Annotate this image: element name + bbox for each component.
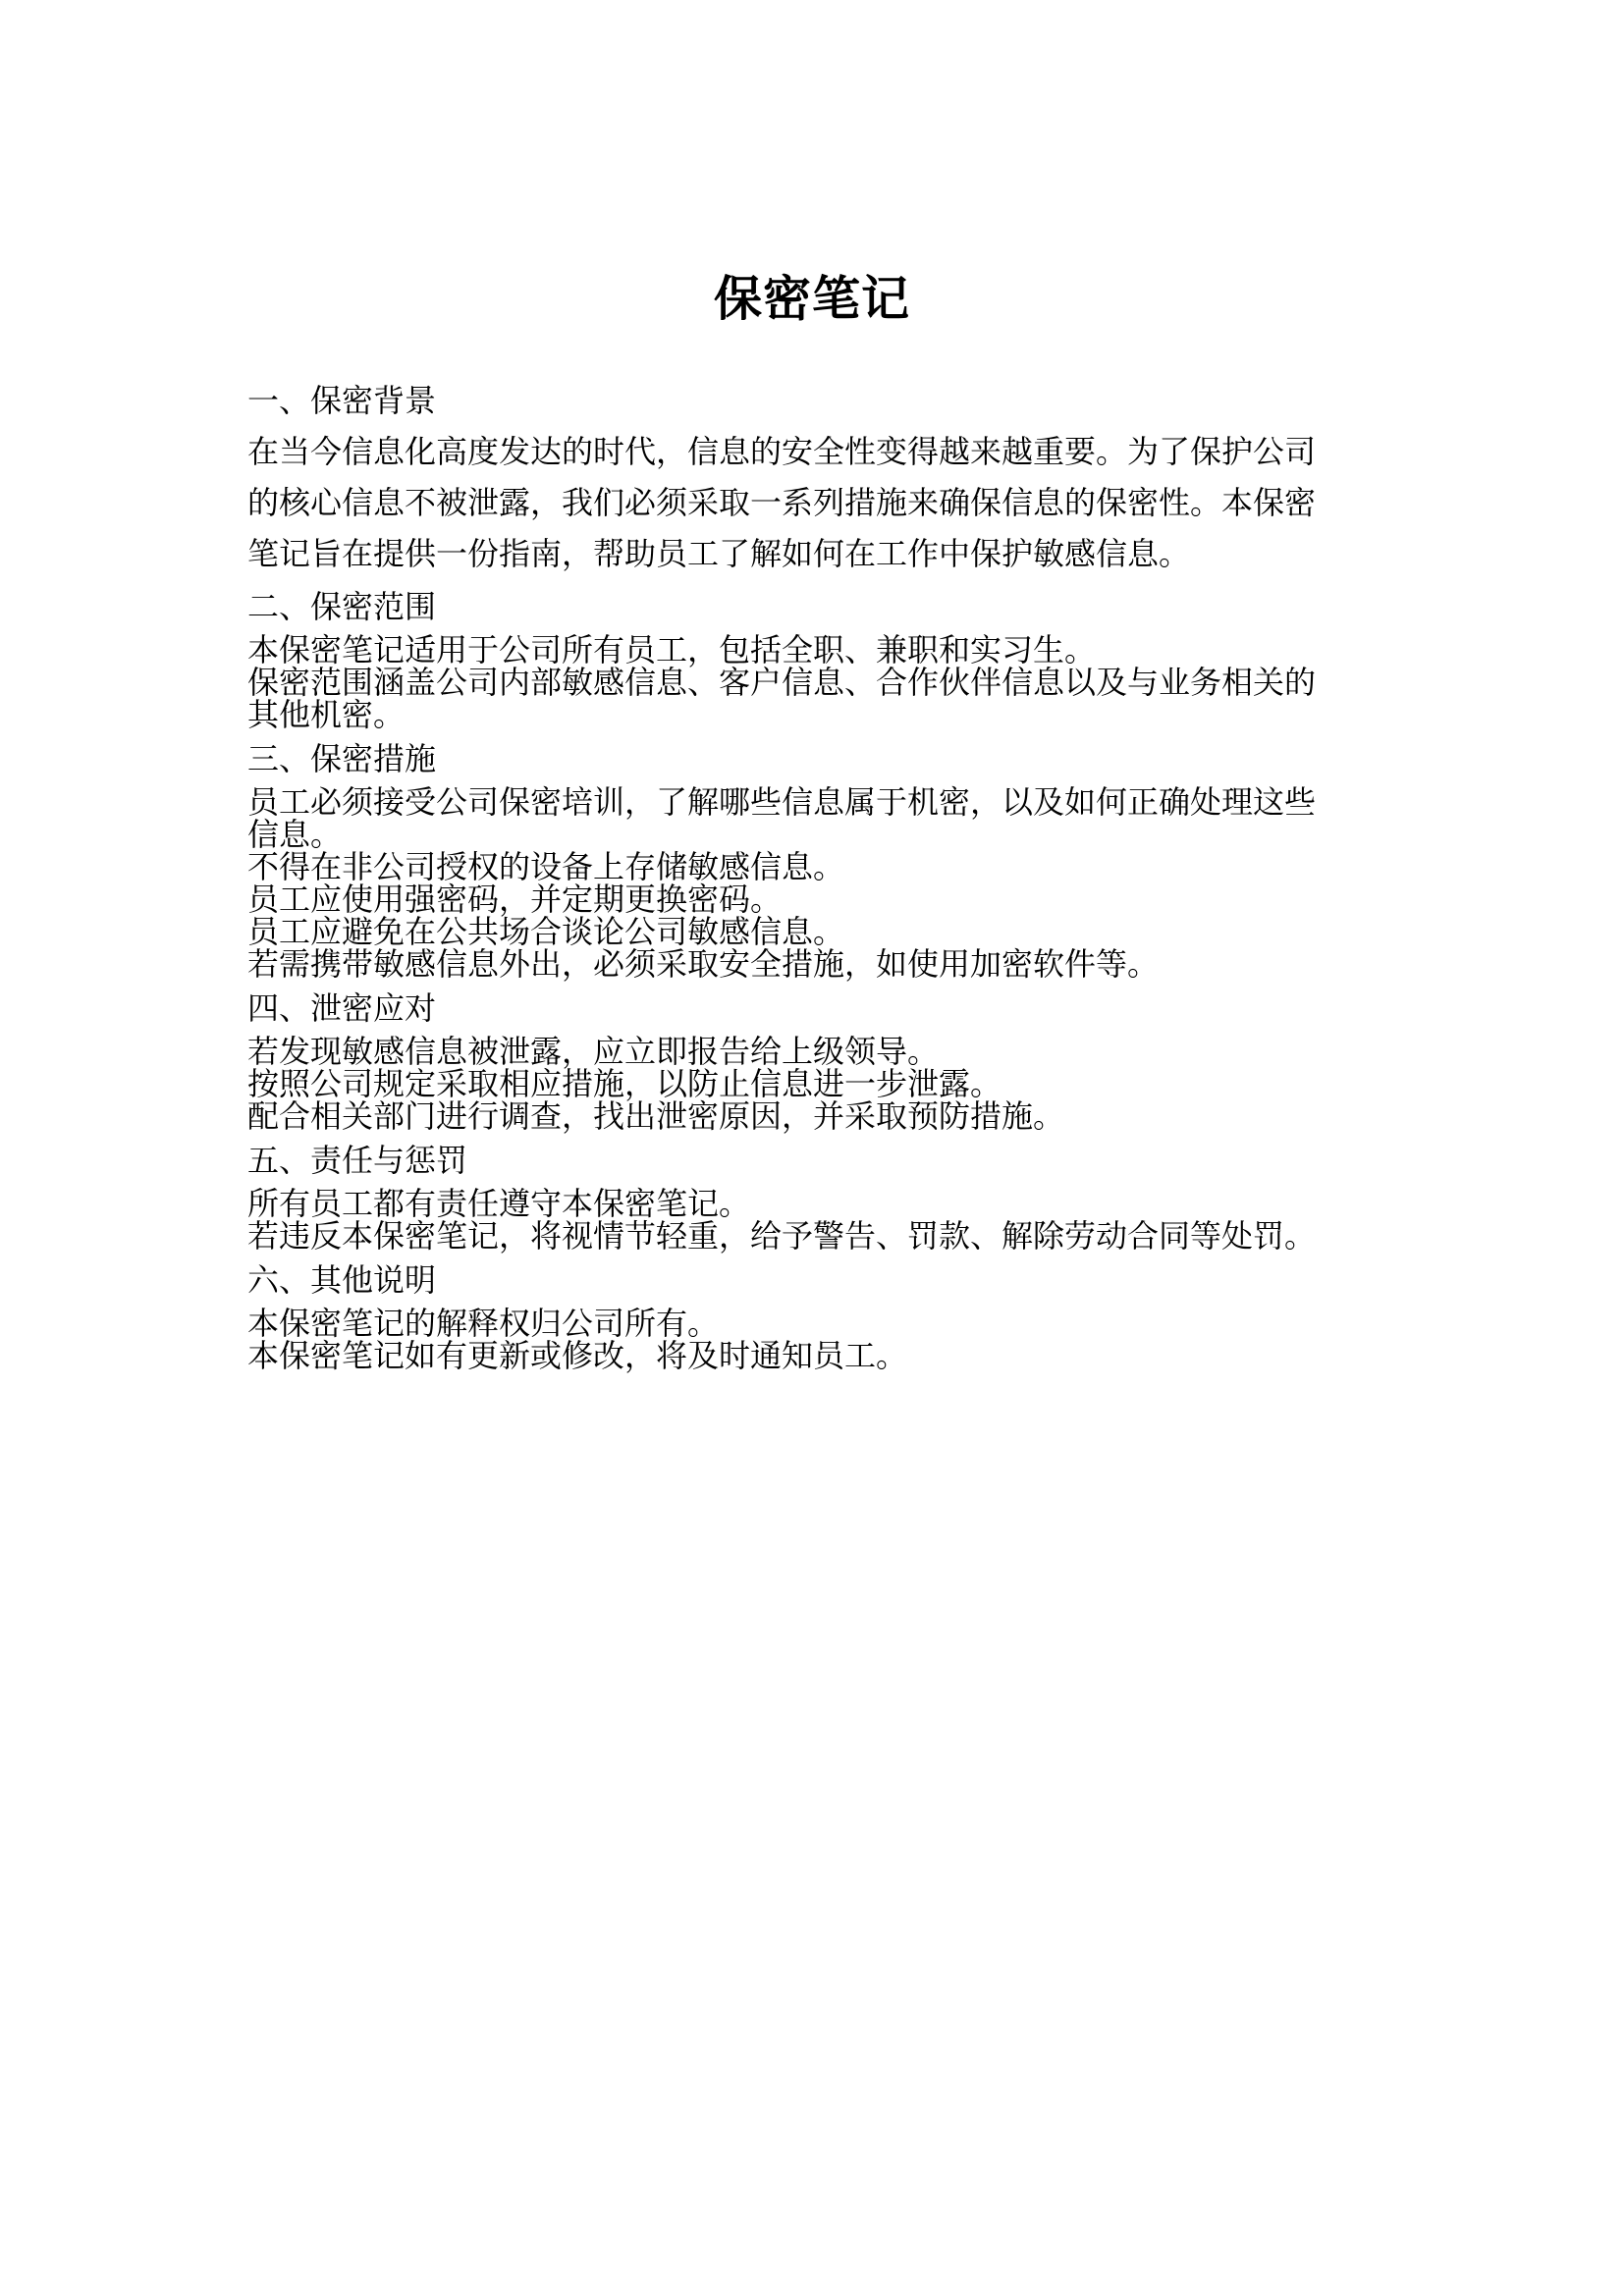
body-line: 本保密笔记的解释权归公司所有。 — [247, 1305, 720, 1342]
body-line: 所有员工都有责任遵守本保密笔记。 — [247, 1185, 751, 1222]
section-lines-responsibility — [247, 1185, 1386, 1255]
section-heading-scope: 二、保密范围 — [247, 588, 437, 625]
section-heading-background: 一、保密背景 — [247, 382, 437, 419]
body-line: 若需携带敏感信息外出，必须采取安全措施，如使用加密软件等。 — [247, 945, 1160, 983]
body-line: 保密范围涵盖公司内部敏感信息、客户信息、合作伙伴信息以及与业务相关的 — [247, 664, 1317, 701]
body-line: 本保密笔记适用于公司所有员工，包括全职、兼职和实习生。 — [247, 631, 1097, 668]
body-line: 若发现敏感信息被泄露，应立即报告给上级领导。 — [247, 1033, 940, 1070]
body-line: 其他机密。 — [247, 696, 406, 733]
paragraph-line: 在当今信息化高度发达的时代，信息的安全性变得越来越重要。为了保护公司 — [247, 433, 1317, 470]
body-line: 按照公司规定采取相应措施，以防止信息进一步泄露。 — [247, 1065, 1002, 1102]
section-lines-scope — [247, 631, 1386, 733]
section-heading-measures: 三、保密措施 — [247, 740, 437, 777]
section-lines-measures — [247, 783, 1386, 983]
body-line: 信息。 — [247, 816, 343, 853]
body-line: 本保密笔记如有更新或修改，将及时通知员工。 — [247, 1337, 908, 1374]
section-lines-other — [247, 1305, 1386, 1374]
section-paragraph-background — [247, 426, 1386, 579]
body-line: 员工必须接受公司保密培训，了解哪些信息属于机密，以及如何正确处理这些 — [247, 783, 1317, 821]
paragraph-line: 笔记旨在提供一份指南，帮助员工了解如何在工作中保护敏感信息。 — [247, 535, 1191, 572]
body-line: 员工应避免在公共场合谈论公司敏感信息。 — [247, 913, 845, 950]
body-line: 员工应使用强密码，并定期更换密码。 — [247, 881, 783, 918]
body-line: 不得在非公司授权的设备上存储敏感信息。 — [247, 848, 845, 885]
body-line: 配合相关部门进行调查，找出泄密原因，并采取预防措施。 — [247, 1097, 1065, 1135]
section-heading-other: 六、其他说明 — [247, 1261, 437, 1299]
section-lines-response — [247, 1033, 1386, 1135]
document-body — [247, 377, 1386, 1376]
section-heading-response: 四、泄密应对 — [247, 989, 437, 1027]
document-title: 保密笔记 — [713, 271, 910, 327]
section-heading-responsibility: 五、责任与惩罚 — [247, 1142, 468, 1179]
paragraph-line: 的核心信息不被泄露，我们必须采取一系列措施来确保信息的保密性。本保密 — [247, 484, 1317, 521]
body-line: 若违反本保密笔记，将视情节轻重，给予警告、罚款、解除劳动合同等处罚。 — [247, 1217, 1317, 1255]
